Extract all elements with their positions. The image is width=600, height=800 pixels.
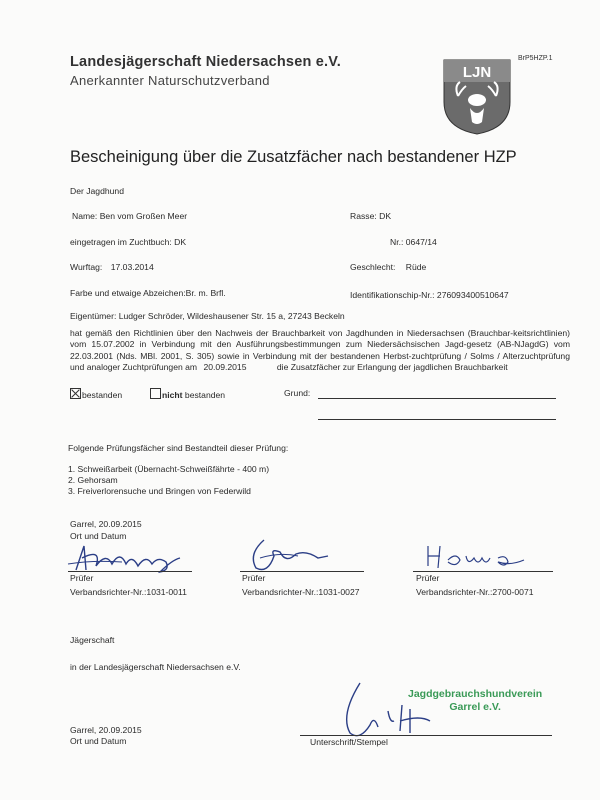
judge-3-number: Verbandsrichter-Nr.:2700-0071 bbox=[416, 587, 534, 597]
legal-paragraph bbox=[70, 328, 570, 373]
jaegerschaft-label: Jägerschaft bbox=[70, 635, 115, 645]
sex-label: Geschlecht: bbox=[350, 262, 396, 272]
place-date-label: Ort und Datum bbox=[70, 531, 127, 541]
litter-date bbox=[70, 262, 154, 272]
ljn-crest-logo bbox=[440, 56, 514, 136]
judge-1-label: Prüfer bbox=[70, 573, 94, 583]
place-date-2-value: Garrel, 20.09.2015 bbox=[70, 725, 142, 735]
sex bbox=[350, 262, 426, 272]
studbook-number: Nr.: 0647/14 bbox=[390, 237, 437, 247]
judge-3-label: Prüfer bbox=[416, 573, 440, 583]
stamp-line-1: Jagdgebrauchshundverein bbox=[408, 688, 543, 700]
reason-line-1 bbox=[318, 398, 556, 399]
judge-2-line bbox=[240, 571, 364, 572]
failed-label: bestanden bbox=[182, 390, 226, 400]
judge-1-line bbox=[68, 571, 192, 572]
subject-item: 2. Gehorsam bbox=[68, 475, 118, 485]
paragraph-text: hat gemäß den Richtlinien über den Nachweis der Brauchbarkeit von Jagdhunden in Niedersachsen (Brauchbar-keitsrichtlinien) vom 15.07.2002 in Verbindung mit den Ausführungsbestimmungen zum Niedersächsischen Jagd-gesetz (AB-NJagdG) vom 22.03.2001 (Nds. MBl. 2001, S. 305) sowie in Verbindung mit der bestandenen Herbst-zuchtprüfung / Solms / Alterzuchtprüfung und analoger Zuchtprüfungen am bbox=[70, 328, 570, 372]
passed-option[interactable] bbox=[70, 388, 122, 400]
organization-subtitle: Anerkannter Naturschutzverband bbox=[70, 73, 270, 88]
judge-2-number: Verbandsrichter-Nr.:1031-0027 bbox=[242, 587, 360, 597]
paragraph-text-end: die Zusatzfächer zur Erlangung der jagdlichen Brauchbarkeit bbox=[276, 361, 508, 372]
organization-name: Landesjägerschaft Niedersachsen e.V. bbox=[70, 54, 342, 70]
subject-item: 1. Schweißarbeit (Übernacht-Schweißfährte - 400 m) bbox=[68, 464, 270, 474]
dog-name: Name: Ben vom Großen Meer bbox=[72, 211, 188, 221]
owner: Eigentümer: Ludger Schröder, Wildeshausener Str. 15 a, 27243 Beckeln bbox=[70, 311, 345, 321]
judge-3-line bbox=[413, 571, 553, 572]
stamp-line-2: Garrel e.V. bbox=[449, 701, 501, 713]
subjects-intro: Folgende Prüfungsfächer sind Bestandteil dieser Prüfung: bbox=[68, 443, 289, 453]
form-code: BrP5HZP.1 bbox=[518, 55, 553, 62]
judge-1-number: Verbandsrichter-Nr.:1031-0011 bbox=[70, 587, 187, 597]
crest-lettering: LJN bbox=[462, 64, 492, 81]
place-date-value: Garrel, 20.09.2015 bbox=[70, 519, 142, 529]
dog-section-label: Der Jagdhund bbox=[70, 186, 124, 196]
reason-line-2 bbox=[318, 419, 556, 420]
studbook-entry: eingetragen im Zuchtbuch: DK bbox=[70, 237, 187, 247]
passed-label: bestanden bbox=[82, 390, 123, 400]
exam-date: 20.09.2015 bbox=[203, 361, 247, 372]
failed-option[interactable] bbox=[150, 388, 225, 400]
jaegerschaft-text: in der Landesjägerschaft Niedersachsen e.V. bbox=[70, 662, 241, 672]
place-date-2-label: Ort und Datum bbox=[70, 736, 127, 746]
document-title: Bescheinigung über die Zusatzfächer nach bestandener HZP bbox=[70, 148, 517, 166]
signature-label: Unterschrift/Stempel bbox=[310, 737, 388, 747]
litter-date-label: Wurftag: bbox=[70, 262, 103, 272]
litter-date-value: 17.03.2014 bbox=[110, 262, 154, 272]
judge-3-signature bbox=[420, 540, 540, 574]
signature-line bbox=[300, 735, 552, 736]
chip-number: Identifikationschip-Nr.: 276093400510647 bbox=[350, 290, 509, 300]
failed-label-bold: nicht bbox=[162, 390, 183, 400]
judge-2-label: Prüfer bbox=[242, 573, 266, 583]
failed-checkbox[interactable] bbox=[150, 388, 161, 399]
passed-checkbox[interactable] bbox=[70, 388, 81, 399]
dog-breed: Rasse: DK bbox=[350, 211, 392, 221]
subject-item: 3. Freiverlorensuche und Bringen von Federwild bbox=[68, 486, 251, 496]
sex-value: Rüde bbox=[405, 262, 427, 272]
color-markings: Farbe und etwaige Abzeichen:Br. m. Brfl. bbox=[70, 288, 226, 298]
reason-label: Grund: bbox=[284, 388, 311, 398]
